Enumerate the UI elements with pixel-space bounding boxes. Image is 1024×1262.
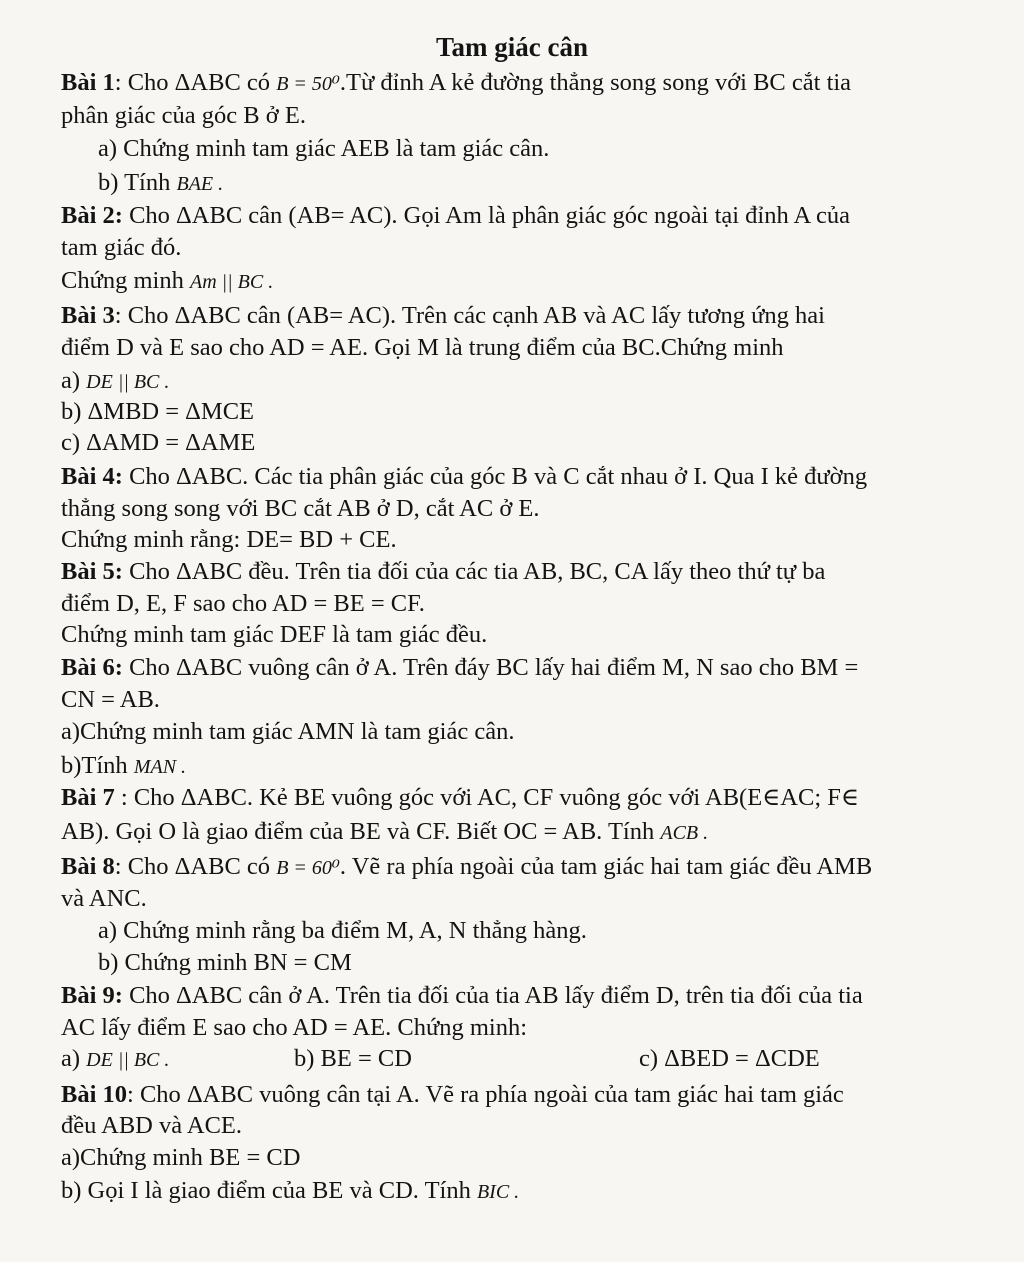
problem-4-line-3: Chứng minh rằng: DE= BD + CE. <box>61 526 397 553</box>
problem-2-label: Bài 2: <box>61 202 123 229</box>
problem-9-label: Bài 9: <box>61 982 123 1009</box>
problem-8-label: Bài 8 <box>61 853 115 880</box>
problem-7-line-2: AB). Gọi O là giao điểm của BE và CF. Biết OC = AB. Tính ACB . <box>61 818 709 845</box>
problem-3-part-a: a) DE || BC . <box>61 367 170 394</box>
problem-9-part-b: b) BE = CD <box>294 1045 412 1072</box>
problem-3-line-1: Bài 3: Cho ΔABC cân (AB= AC). Trên các cạnh AB và AC lấy tương ứng hai <box>61 302 825 329</box>
problem-2-line-1: Bài 2: Cho ΔABC cân (AB= AC). Gọi Am là phân giác góc ngoài tại đỉnh A của <box>61 202 850 229</box>
problem-5-line-2: điểm D, E, F sao cho AD = BE = CF. <box>61 590 425 617</box>
problem-9-parts <box>61 1044 961 1075</box>
problem-10-label: Bài 10 <box>61 1081 128 1108</box>
problem-10-line-1: Bài 10: Cho ΔABC vuông cân tại A. Vẽ ra phía ngoài của tam giác hai tam giác <box>61 1081 844 1108</box>
problem-7-line-1: Bài 7 : Cho ΔABC. Kẻ BE vuông góc với AC, CF vuông góc với AB(E∈AC; F∈ <box>61 784 860 811</box>
problem-1-line-1: Bài 1: Cho ΔABC có B = 50⁰.Từ đỉnh A kẻ đường thẳng song song với BC cắt tia <box>61 69 852 96</box>
problem-1-line-2: phân giác của góc B ở E. <box>61 102 306 129</box>
problem-6-label: Bài 6: <box>61 654 123 681</box>
problem-9-part-a: a) DE || BC . <box>61 1045 170 1072</box>
problem-9-part-c: c) ΔBED = ΔCDE <box>639 1045 820 1072</box>
problem-6-line-2: CN = AB. <box>61 686 160 713</box>
problem-4-line-2: thẳng song song với BC cắt AB ở D, cắt AC ở E. <box>61 495 540 522</box>
page-title: Tam giác cân <box>435 32 588 62</box>
problem-10-part-b: b) Gọi I là giao điểm của BE và CD. Tính BIC . <box>61 1177 520 1204</box>
problem-3-line-2: điểm D và E sao cho AD = AE. Gọi M là trung điểm của BC.Chứng minh <box>61 334 784 361</box>
problem-9-line-2: AC lấy điểm E sao cho AD = AE. Chứng minh: <box>61 1014 528 1041</box>
problem-3-part-b: b) ΔMBD = ΔMCE <box>61 398 255 425</box>
problem-5-line-3: Chứng minh tam giác DEF là tam giác đều. <box>61 621 488 648</box>
problem-6-part-b: b)Tính MAN . <box>61 752 187 779</box>
problem-1-part-b: b) Tính BAE . <box>98 169 224 196</box>
problem-4-label: Bài 4: <box>61 463 123 490</box>
problem-3-part-c: c) ΔAMD = ΔAME <box>61 429 256 456</box>
problem-8-line-1: Bài 8: Cho ΔABC có B = 60⁰. Vẽ ra phía ngoài của tam giác hai tam giác đều AMB <box>61 853 873 880</box>
problem-9-line-1: Bài 9: Cho ΔABC cân ở A. Trên tia đối của tia AB lấy điểm D, trên tia đối của tia <box>61 982 863 1009</box>
problem-8-part-b: b) Chứng minh BN = CM <box>98 949 352 976</box>
problem-2-line-3: Chứng minh Am || BC . <box>61 267 274 294</box>
problem-2-line-2: tam giác đó. <box>61 234 182 261</box>
problem-4-line-1: Bài 4: Cho ΔABC. Các tia phân giác của góc B và C cắt nhau ở I. Qua I kẻ đường <box>61 463 868 490</box>
problem-6-part-a: a)Chứng minh tam giác AMN là tam giác cân. <box>61 718 515 745</box>
problem-5-line-1: Bài 5: Cho ΔABC đều. Trên tia đối của các tia AB, BC, CA lấy theo thứ tự ba <box>61 558 826 585</box>
problem-10-line-2: đều ABD và ACE. <box>61 1112 243 1139</box>
problem-8-part-a: a) Chứng minh rằng ba điểm M, A, N thẳng hàng. <box>98 917 587 944</box>
problem-3-label: Bài 3 <box>61 302 115 329</box>
problem-5-label: Bài 5: <box>61 558 123 585</box>
problem-10-part-a: a)Chứng minh BE = CD <box>61 1144 301 1171</box>
problem-7-label: Bài 7 <box>61 784 115 811</box>
problem-1-label: Bài 1 <box>61 69 115 96</box>
problem-8-line-2: và ANC. <box>61 885 147 912</box>
problem-6-line-1: Bài 6: Cho ΔABC vuông cân ở A. Trên đáy BC lấy hai điểm M, N sao cho BM = <box>61 654 859 681</box>
problem-1-part-a: a) Chứng minh tam giác AEB là tam giác cân. <box>98 135 550 162</box>
